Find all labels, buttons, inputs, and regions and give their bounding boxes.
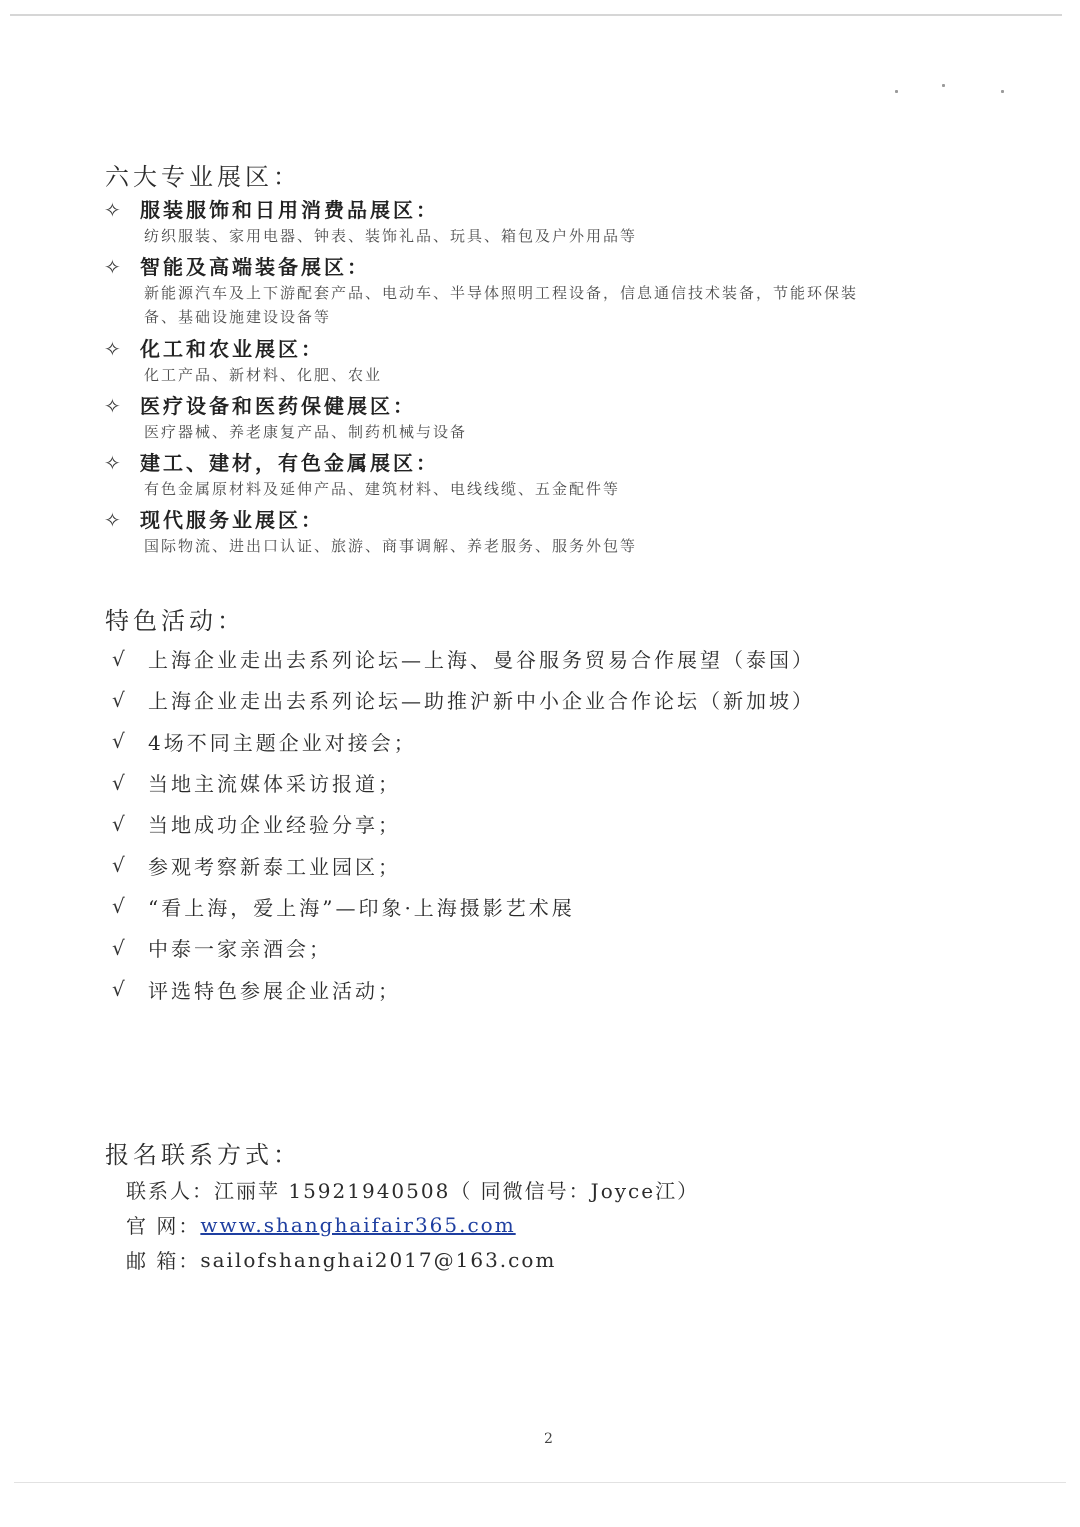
contact-heading: 报名联系方式：	[105, 1141, 301, 1169]
check-icon: √	[112, 729, 125, 754]
activity-item	[112, 927, 872, 968]
activity-text: 当地成功企业经验分享；	[148, 813, 401, 838]
zone-desc: 新能源汽车及上下游配套产品、电动车、半导体照明工程设备，信息通信技术装备，节能环保装备、基础设施建设设备等	[144, 284, 859, 326]
contact-person-label: 联系人：	[126, 1179, 214, 1203]
diamond-icon: ✧	[104, 337, 121, 361]
zone-title: 服装服饰和日用消费品展区：	[140, 198, 439, 222]
check-icon: √	[112, 770, 125, 795]
contact-person-row	[126, 1172, 826, 1207]
diamond-icon: ✧	[104, 255, 121, 279]
zone-title: 医疗设备和医药保健展区：	[140, 394, 416, 418]
activity-text: 参观考察新泰工业园区；	[148, 854, 401, 879]
activity-text: 上海企业走出去系列论坛—上海、曼谷服务贸易合作展望（泰国）	[148, 648, 815, 673]
activity-text: “看上海，爱上海”—印象·上海摄影艺术展	[148, 895, 575, 920]
check-icon: √	[112, 646, 125, 671]
activities-list	[112, 638, 872, 1010]
diamond-icon: ✧	[104, 451, 121, 475]
activities-heading: 特色活动：	[105, 607, 245, 635]
scan-speck	[942, 84, 945, 87]
scan-speck	[895, 90, 898, 93]
check-icon: √	[112, 811, 125, 836]
zone-desc: 化工产品、新材料、化肥、农业	[144, 366, 383, 384]
zone-desc: 有色金属原材料及延伸产品、建筑材料、电线线缆、五金配件等	[144, 480, 621, 498]
zone-item	[104, 390, 884, 447]
check-icon: √	[112, 894, 125, 919]
scan-border-top	[10, 14, 1062, 16]
zone-item	[104, 333, 884, 390]
diamond-icon: ✧	[104, 394, 121, 418]
activity-text: 4场不同主题企业对接会；	[148, 730, 417, 755]
contact-block	[126, 1172, 826, 1277]
activity-item	[112, 679, 872, 720]
zone-desc: 医疗器械、养老康复产品、制药机械与设备	[144, 423, 468, 441]
check-icon: √	[112, 977, 125, 1002]
check-icon: √	[112, 687, 125, 712]
scan-speck	[1001, 90, 1004, 93]
website-link[interactable]: www.shanghaifair365.com	[200, 1212, 516, 1237]
activity-text: 中泰一家亲酒会；	[148, 937, 332, 962]
contact-website-label: 官 网：	[126, 1214, 201, 1238]
zone-title: 智能及高端装备展区：	[140, 255, 370, 279]
activity-item	[112, 844, 872, 885]
email-address: sailofshanghai2017@163.com	[200, 1247, 557, 1272]
zones-heading: 六大专业展区：	[105, 163, 301, 191]
contact-email-row	[126, 1242, 826, 1277]
contact-person-value: 江丽苹 15921940508（ 同微信号：Joyce江）	[214, 1179, 700, 1203]
scan-border-bottom	[14, 1482, 1066, 1483]
activity-item	[112, 968, 872, 1009]
page-number: 2	[544, 1431, 553, 1447]
contact-website-row	[126, 1207, 826, 1242]
activity-item	[112, 762, 872, 803]
zone-desc: 国际物流、进出口认证、旅游、商事调解、养老服务、服务外包等	[144, 537, 638, 555]
diamond-icon: ✧	[104, 198, 121, 222]
activity-item	[112, 721, 872, 762]
diamond-icon: ✧	[104, 508, 121, 532]
activity-text: 评选特色参展企业活动；	[148, 978, 401, 1003]
activity-item	[112, 803, 872, 844]
zone-item	[104, 251, 884, 333]
zone-title: 化工和农业展区：	[140, 337, 324, 361]
zone-item	[104, 504, 884, 561]
zone-title: 现代服务业展区：	[140, 508, 324, 532]
zone-item	[104, 447, 884, 504]
activity-text: 当地主流媒体采访报道；	[148, 772, 401, 797]
zone-title: 建工、建材，有色金属展区：	[140, 451, 439, 475]
zone-desc: 纺织服装、家用电器、钟表、装饰礼品、玩具、箱包及户外用品等	[144, 227, 638, 245]
activity-item	[112, 886, 872, 927]
contact-email-label: 邮 箱：	[126, 1249, 201, 1273]
zones-list	[104, 194, 884, 561]
activity-text: 上海企业走出去系列论坛—助推沪新中小企业合作论坛（新加坡）	[148, 689, 815, 714]
activity-item	[112, 638, 872, 679]
check-icon: √	[112, 853, 125, 878]
zone-item	[104, 194, 884, 251]
check-icon: √	[112, 935, 125, 960]
